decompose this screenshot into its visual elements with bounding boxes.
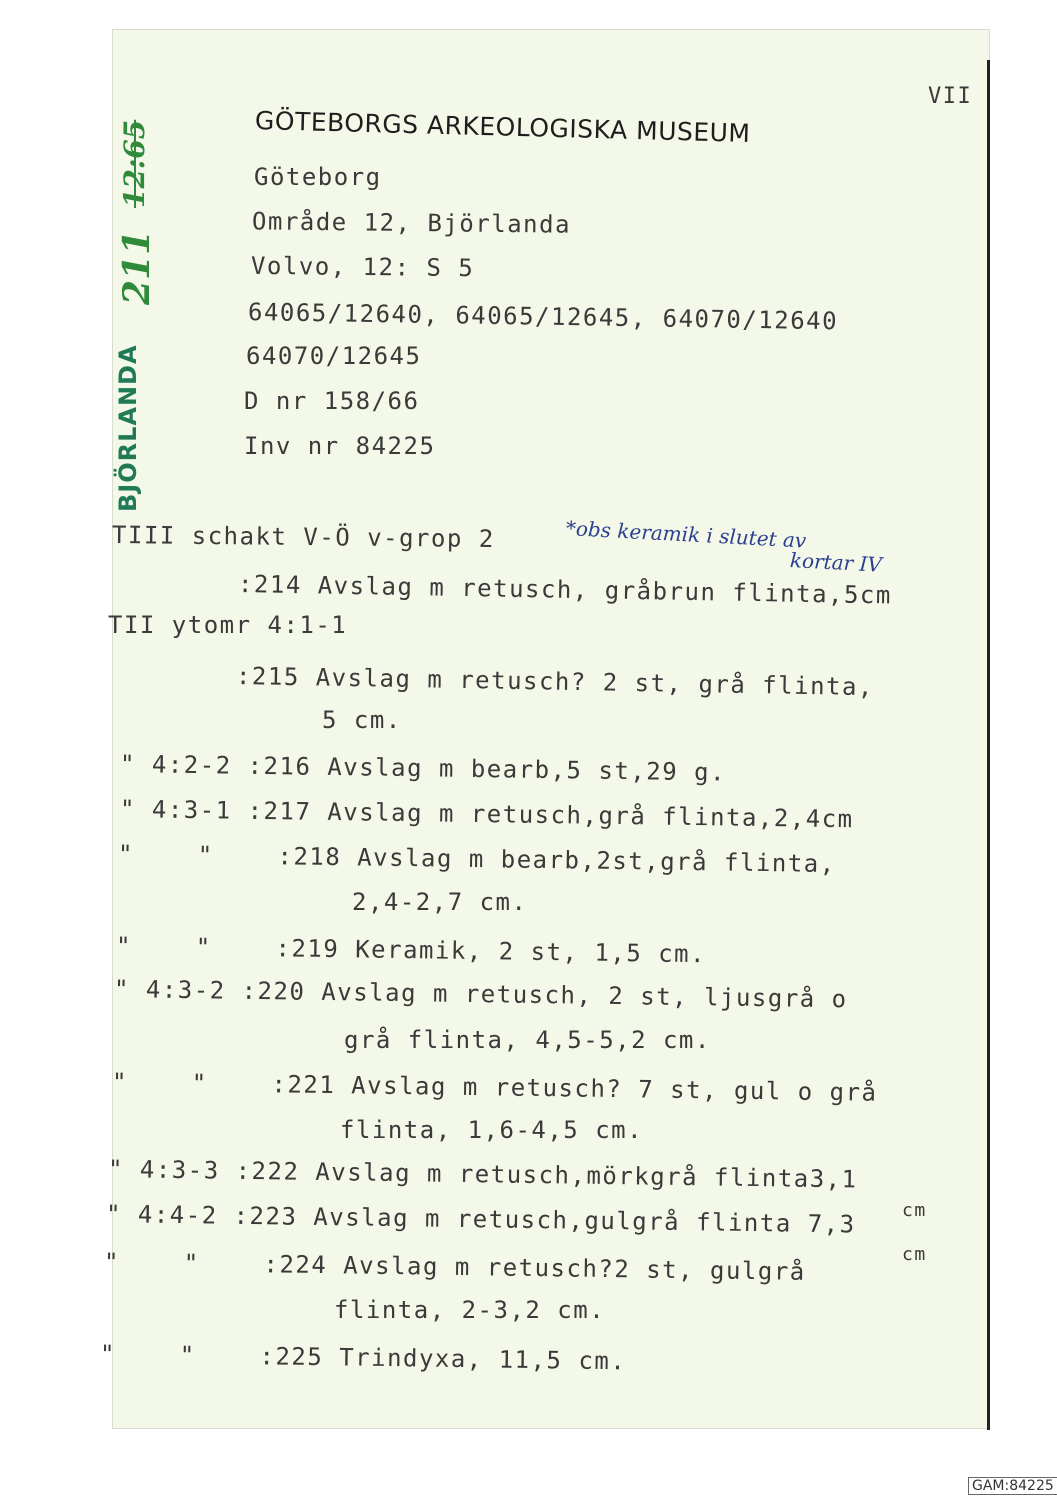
bjorlanda-stamp: BJÖRLANDA <box>114 344 142 512</box>
entry-line: " 4:4-2 :223 Avslag m retusch,gulgrå flinta 7,3 <box>105 1200 856 1239</box>
entry-line: grå flinta, 4,5-5,2 cm. <box>344 1026 711 1054</box>
entry-line: " " :225 Trindyxa, 11,5 cm. <box>99 1340 627 1376</box>
keramik-note-2: kortar IV <box>789 548 883 577</box>
entry-line: " 4:2-2 :216 Avslag m bearb,5 st,29 g. <box>119 750 727 787</box>
handwritten-number: 211 <box>116 229 158 305</box>
dnr-line: D nr 158/66 <box>244 387 420 415</box>
entry-line: " " :219 Keramik, 2 st, 1,5 cm. <box>115 932 707 969</box>
entry-line: " 4:3-1 :217 Avslag m retusch,grå flinta,2,4cm <box>119 795 854 834</box>
coords-line-1: 64065/12640, 64065/12645, 64070/12640 <box>247 298 839 336</box>
site-line: Volvo, 12: S 5 <box>250 251 475 283</box>
entry-line: " " :218 Avslag m bearb,2st,grå flinta, <box>117 840 836 879</box>
entry-line: 5 cm. <box>322 706 402 734</box>
city-line: Göteborg <box>254 163 382 191</box>
struck-handwritten-number: 12:65 <box>118 119 151 208</box>
catalog-number: GAM:84225 <box>968 1477 1057 1495</box>
entry-line: :214 Avslag m retusch, gråbrun flinta,5cm <box>237 570 893 610</box>
entry-line: TII ytomr 4:1-1 <box>108 611 348 639</box>
entry-unit: cm <box>902 1200 927 1221</box>
keramik-note: *obs keramik i slutet av <box>565 516 807 553</box>
entry-line: " " :224 Avslag m retusch?2 st, gulgrå <box>103 1248 806 1286</box>
entry-line: " " :221 Avslag m retusch? 7 st, gul o grå <box>111 1068 878 1107</box>
entry-line: :215 Avslag m retusch? 2 st, grå flinta, <box>235 662 875 702</box>
entry-line: flinta, 2-3,2 cm. <box>334 1296 606 1324</box>
card-edge <box>987 60 990 1430</box>
inventory-number: Inv nr 84225 <box>244 432 436 460</box>
entry-unit: cm <box>902 1244 927 1265</box>
entry-line: flinta, 1,6-4,5 cm. <box>340 1116 644 1144</box>
entry-line: " 4:3-3 :222 Avslag m retusch,mörkgrå flinta3,1 <box>107 1155 858 1194</box>
coords-line-2: 64070/12645 <box>246 342 422 370</box>
museum-title: GÖTEBORGS ARKEOLOGISKA MUSEUM <box>254 106 751 148</box>
area-line: Område 12, Björlanda <box>251 207 572 239</box>
entry-line: TIII schakt V-Ö v-grop 2 <box>111 521 495 554</box>
entry-line: 2,4-2,7 cm. <box>352 888 528 916</box>
entry-line: " 4:3-2 :220 Avslag m retusch, 2 st, ljusgrå o <box>113 975 848 1014</box>
corner-mark: VII <box>928 84 973 109</box>
